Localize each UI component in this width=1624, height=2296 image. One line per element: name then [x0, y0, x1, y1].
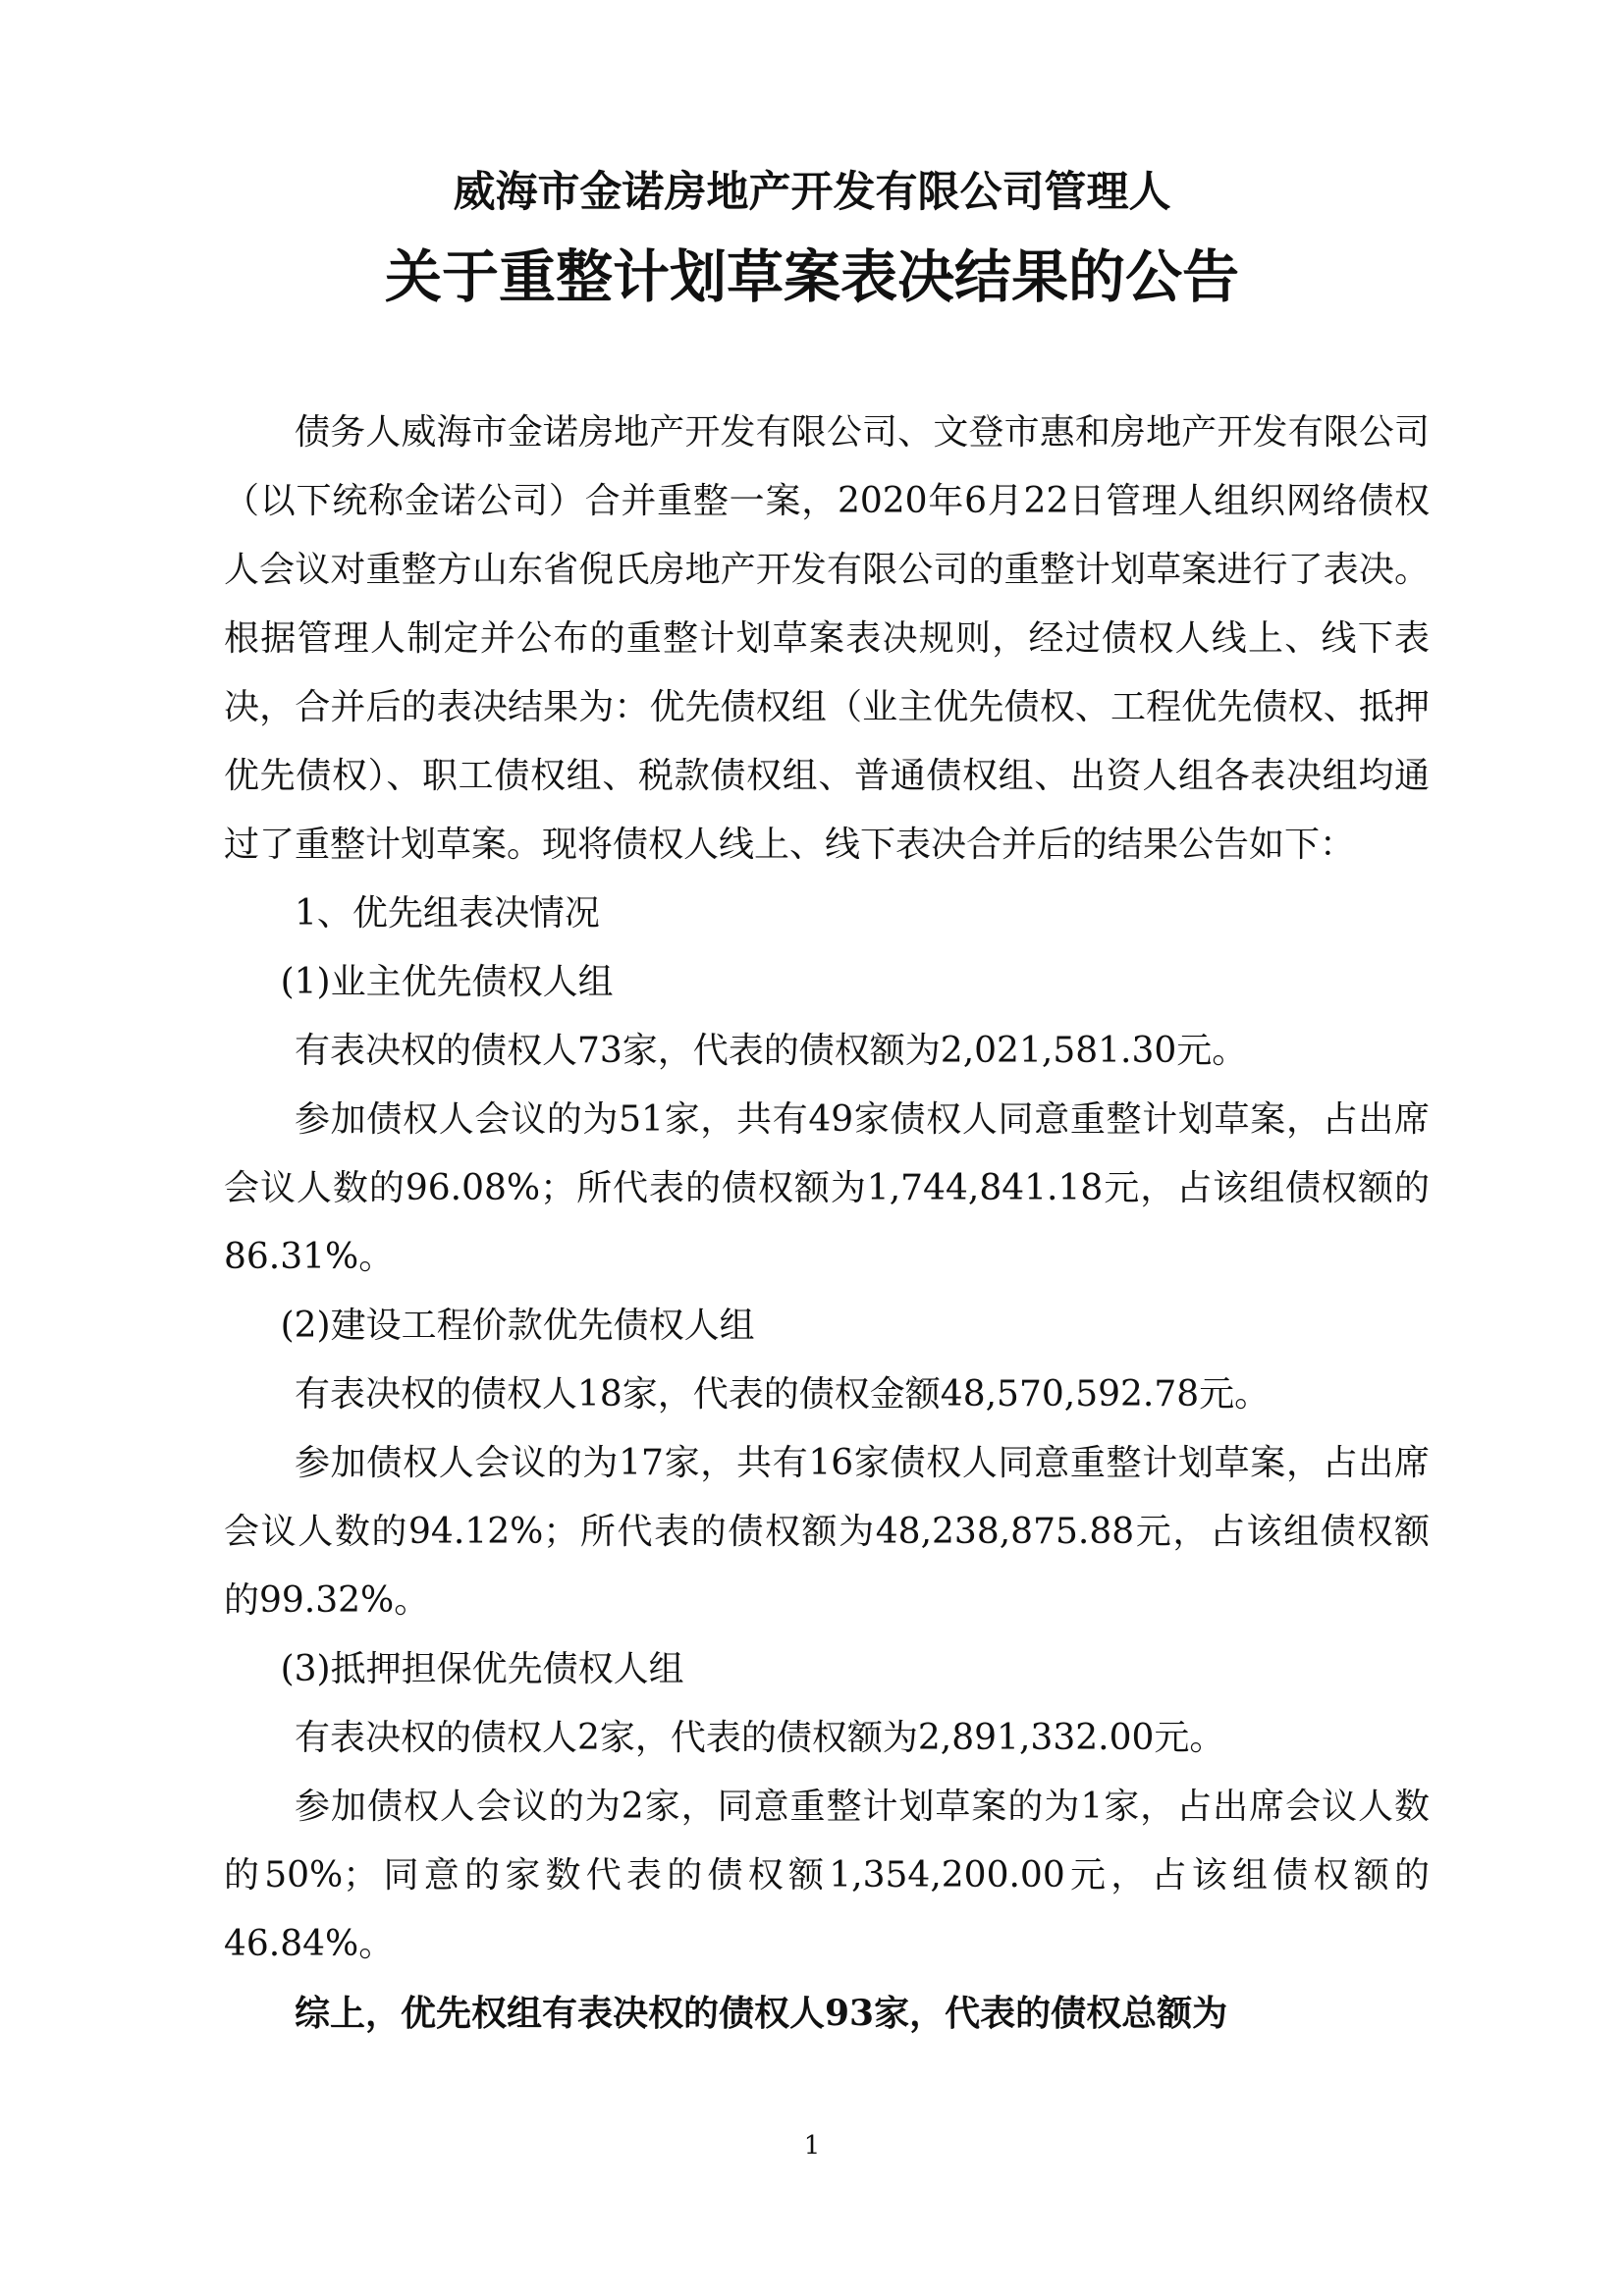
document-title-line2: 关于重整计划草案表决结果的公告 — [384, 243, 1239, 310]
subsection3-paragraph2: 参加债权人会议的为2家，同意重整计划草案的为1家，占出席会议人数的50%；同意的家数代表的债权额1,354,200.00元，占该组债权额的46.84%。 — [224, 1787, 1430, 1964]
subsection1-heading: (1)业主优先债权人组 — [280, 962, 614, 1002]
summary-paragraph: 综上，优先权组有表决权的债权人93家，代表的债权总额为 — [295, 1993, 1228, 2034]
subsection1-paragraph1: 有表决权的债权人73家，代表的债权额为2,021,581.30元。 — [295, 1031, 1248, 1071]
subsection3-paragraph1: 有表决权的债权人2家，代表的债权额为2,891,332.00元。 — [295, 1718, 1225, 1758]
subsection3-heading: (3)抵押担保优先债权人组 — [280, 1649, 684, 1689]
document-title-line1: 威海市金诺房地产开发有限公司管理人 — [453, 168, 1171, 217]
intro-paragraph: 债务人威海市金诺房地产开发有限公司、文登市惠和房地产开发有限公司（以下统称金诺公司）合并重整一案，2020年6月22日管理人组织网络债权人会议对重整方山东省倪氏房地产开发有限公司的重整计划草案进行了表决。根据管理人制定并公布的重整计划草案表决规则，经过债权人线上、线下表决，合并后的表决结果为：优先债权组（业主优先债权、工程优先债权、抵押优先债权）、职工债权组、税款债权组、普通债权组、出资人组各表决组均通过了重整计划草案。现将债权人线上、线下表决合并后的结果公告如下： — [224, 412, 1430, 865]
section1-heading: 1、优先组表决情况 — [295, 893, 600, 934]
page-number: 1 — [803, 2131, 821, 2161]
subsection2-heading: (2)建设工程价款优先债权人组 — [280, 1306, 755, 1346]
subsection2-paragraph1: 有表决权的债权人18家，代表的债权金额48,570,592.78元。 — [295, 1374, 1271, 1415]
document-body — [224, 399, 1430, 2048]
subsection2-paragraph2: 参加债权人会议的为17家，共有16家债权人同意重整计划草案，占出席会议人数的94.12%；所代表的债权额为48,238,875.88元，占该组债权额的99.32%。 — [224, 1443, 1430, 1621]
subsection1-paragraph2: 参加债权人会议的为51家，共有49家债权人同意重整计划草案，占出席会议人数的96.08%；所代表的债权额为1,744,841.18元，占该组债权额的86.31%。 — [224, 1099, 1430, 1277]
